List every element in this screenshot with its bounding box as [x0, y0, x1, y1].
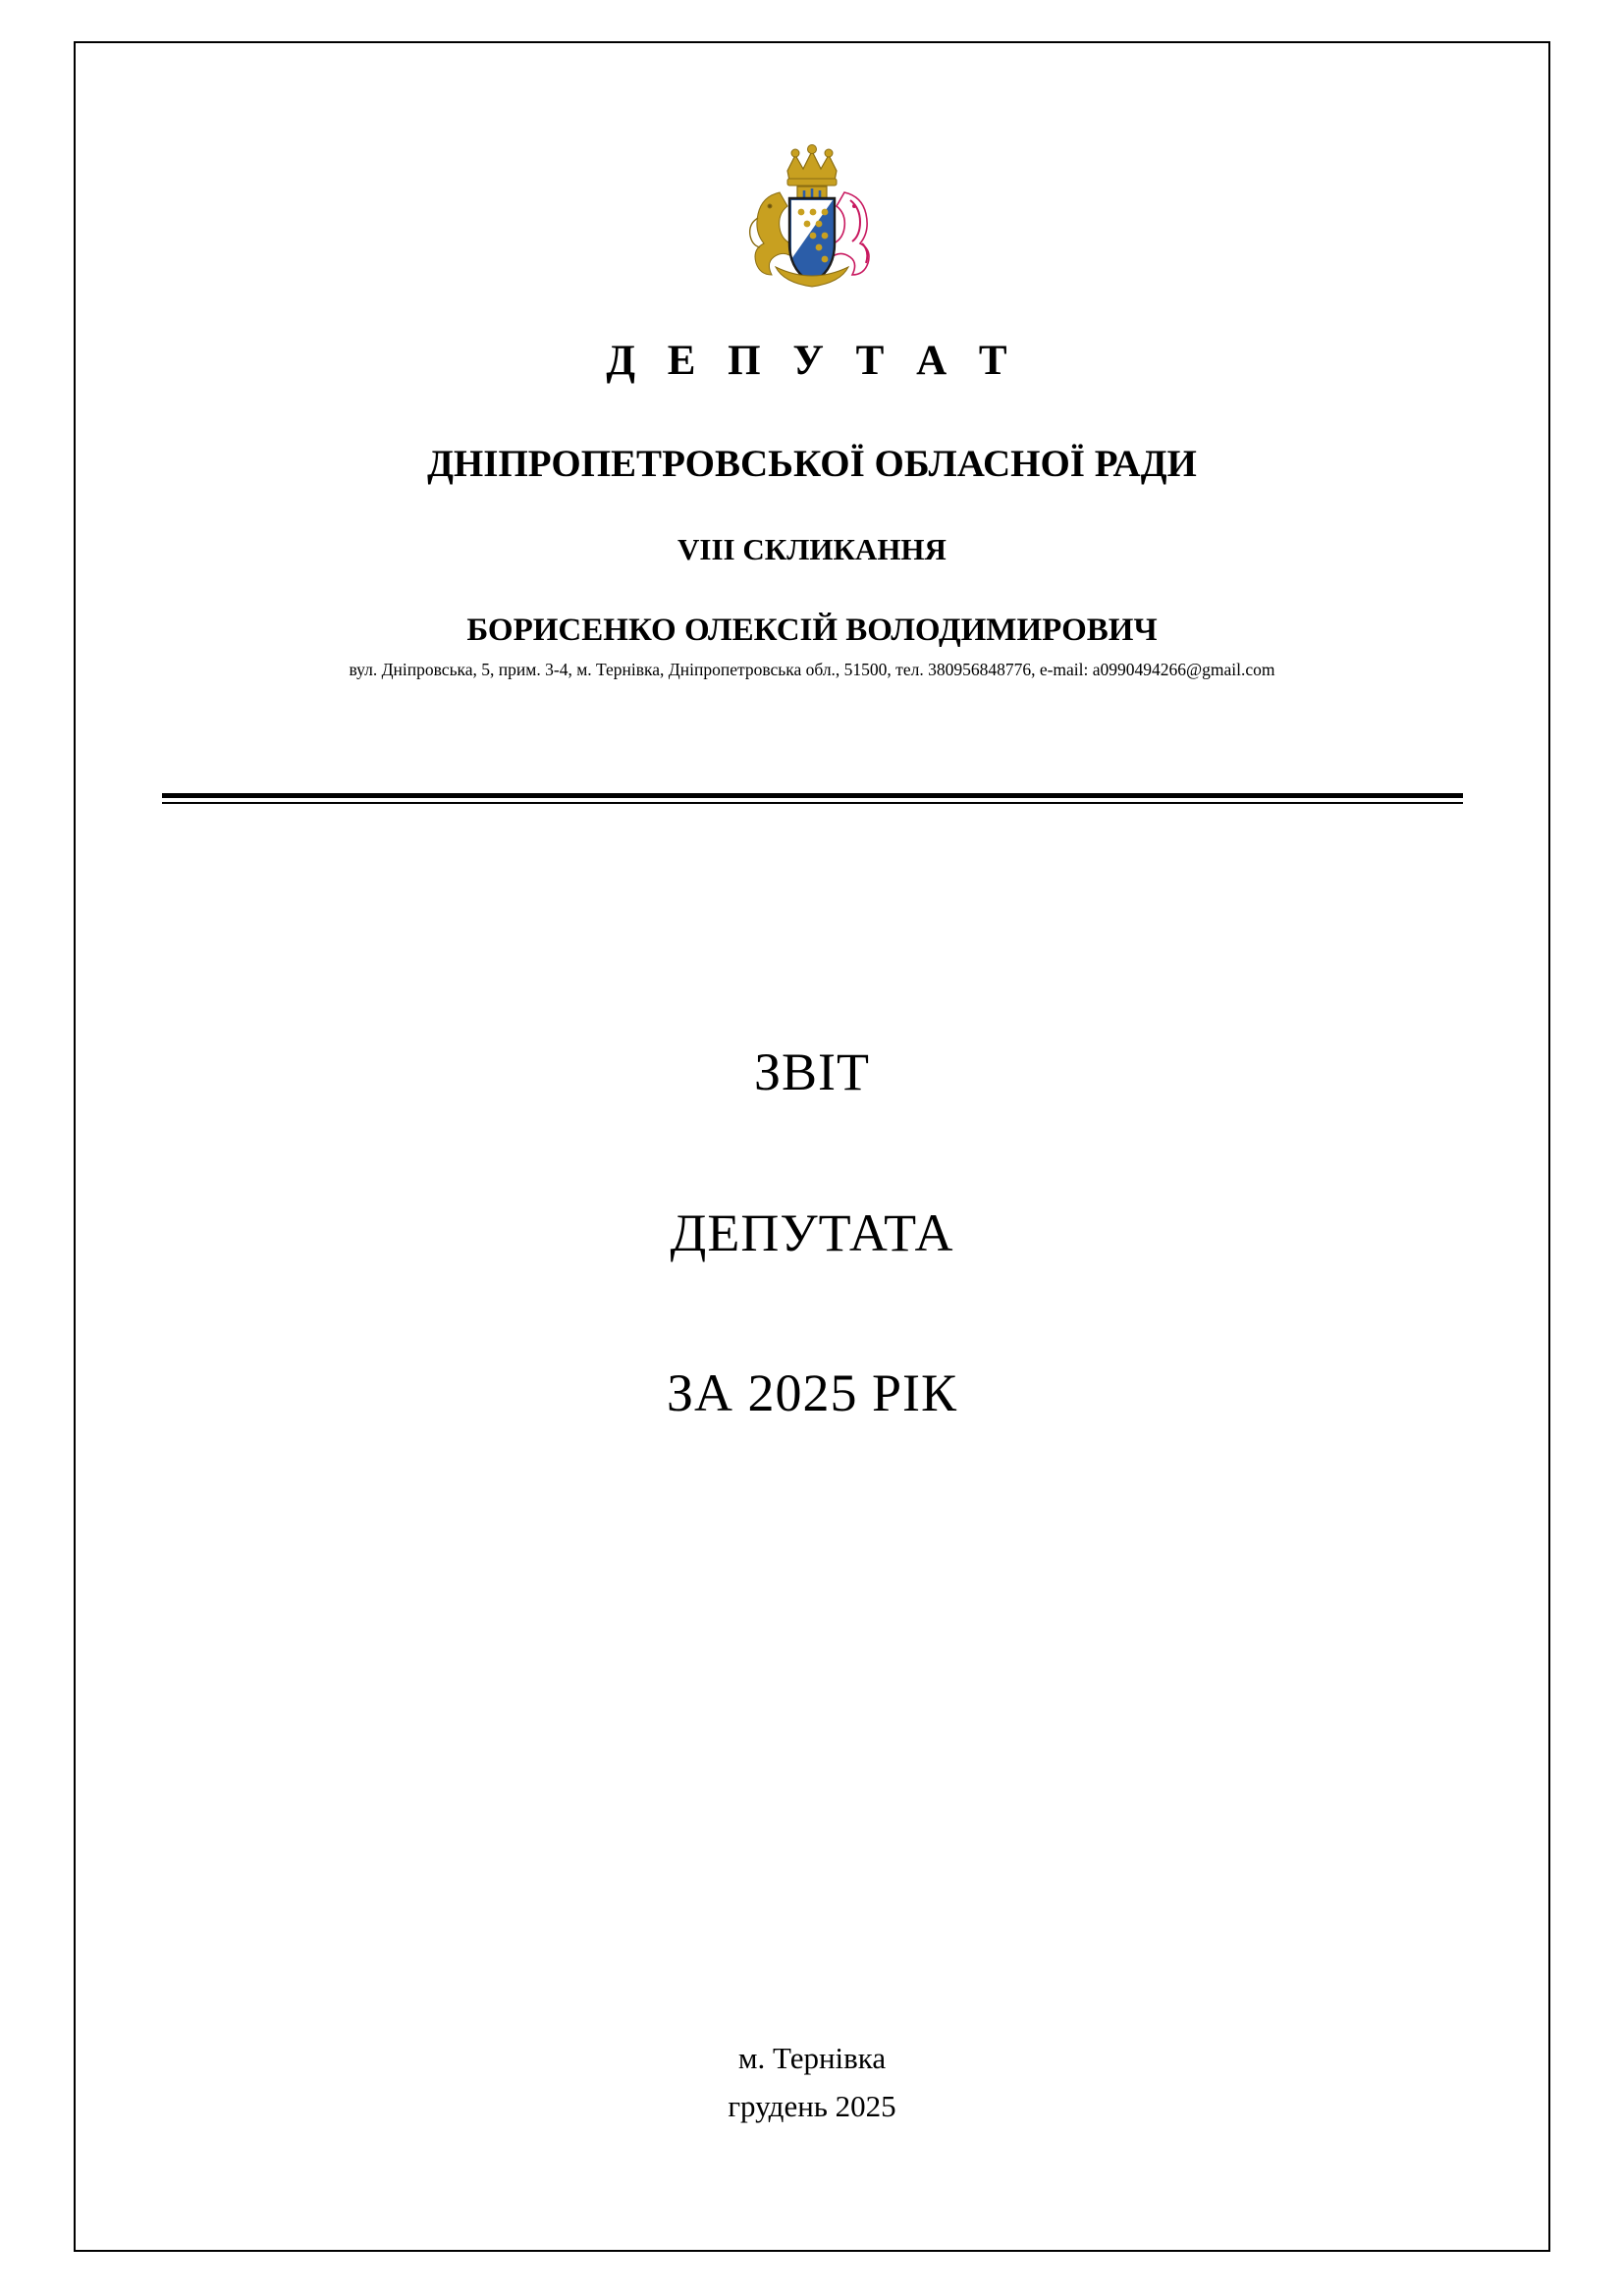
footer-city: м. Тернівка [737, 2040, 887, 2075]
letterhead [76, 338, 1548, 686]
header-divider [76, 793, 1548, 804]
deputat-heading: Д Е П У Т А Т [606, 338, 1018, 384]
document-page [74, 41, 1550, 2252]
document-footer [76, 2040, 1548, 2124]
divider-thick [162, 793, 1463, 798]
ukraine-coat-of-arms-emblem-icon [719, 141, 905, 303]
contact-line: вул. Дніпровська, 5, прим. 3-4, м. Тернівка, Дніпропетровська обл., 51500, тел. 380956848776, e-mail: a0990494266@gmail.com [349, 659, 1275, 679]
title-line-3: ЗА 2025 РІК [666, 1363, 958, 1423]
footer-date: грудень 2025 [728, 2088, 896, 2123]
document-title [76, 1044, 1548, 1421]
divider-thin [162, 802, 1463, 804]
title-line-2: ДЕПУТАТА [670, 1202, 954, 1262]
emblem-container [76, 141, 1548, 308]
page-content [76, 43, 1548, 2250]
convocation-heading: VIII СКЛИКАННЯ [677, 532, 947, 567]
title-line-1: ЗВІТ [753, 1042, 871, 1101]
deputy-name: БОРИСЕНКО ОЛЕКСІЙ ВОЛОДИМИРОВИЧ [466, 612, 1158, 648]
organization-heading: ДНІПРОПЕТРОВСЬКОЇ ОБЛАСНОЇ РАДИ [427, 443, 1197, 486]
